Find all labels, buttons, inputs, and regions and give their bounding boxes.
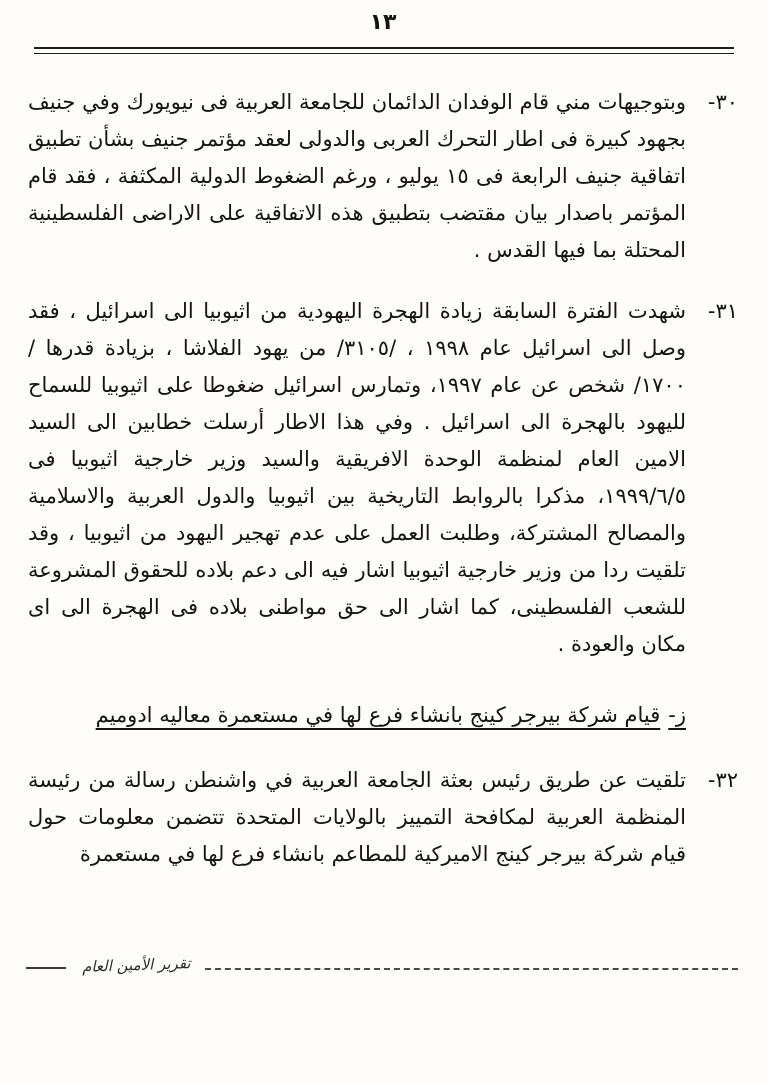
document-body (28, 84, 738, 873)
footer-dashed-rule (205, 968, 738, 970)
page-footer (26, 956, 738, 980)
paragraph-32-text: تلقيت عن طريق رئيس بعثة الجامعة العربية في واشنطن رسالة من رئيسة المنظمة العربية لمكافحة التمييز بالولايات المتحدة تتضمن معلومات حول قيام شركة بيرجر كينج الاميركية للمطاعم بانشاء فرع لها في مستعمرة (28, 768, 686, 866)
paragraph-32 (28, 762, 738, 873)
paragraph-30-marker: ٣٠- (707, 90, 738, 114)
footer-signature: تقرير الأمين العام (81, 954, 191, 976)
page-number: ١٣ (369, 10, 397, 35)
section-heading (28, 697, 686, 734)
paragraph-30 (28, 84, 738, 269)
section-heading-text: قيام شركة بيرجر كينج بانشاء فرع لها في مستعمرة معاليه ادوميم (95, 703, 661, 727)
header-double-rule (34, 47, 734, 54)
footer-short-rule (26, 967, 66, 969)
paragraph-31 (28, 293, 738, 663)
paragraph-30-text: وبتوجيهات مني قام الوفدان الدائمان للجامعة العربية فى نيويورك وفي جنيف بجهود كبيرة فى اطار التحرك العربى والدولى لعقد مؤتمر جنيف بشأن تطبيق اتفاقية جنيف الرابعة فى ١٥ يوليو ، ورغم الضغوط الدولية المكثفة ، فقد قام المؤتمر باصدار بيان مقتضب بتطبيق هذه الاتفاقية على الاراضى الفلسطينية المحتلة بما فيها القدس . (28, 90, 686, 262)
paragraph-32-marker: ٣٢- (707, 768, 738, 792)
section-heading-marker: ز- (668, 703, 686, 727)
paragraph-31-text: شهدت الفترة السابقة زيادة الهجرة اليهودية من اثيوبيا الى اسرائيل ، فقد وصل الى اسرائيل عام ١٩٩٨ ، /٣١٠٥/ من يهود الفلاشا ، بزيادة قدرها /١٧٠٠/ شخص عن عام ١٩٩٧، وتمارس اسرائيل ضغوطا على اثيوبيا للسماح لليهود بالهجرة الى اسرائيل . وفي هذا الاطار أرسلت خطابين الى السيد الامين العام لمنظمة الوحدة الافريقية والسيد وزير خارجية اثيوبيا فى ١٩٩٩/٦/٥، مذكرا بالروابط التاريخية بين اثيوبيا والدول العربية والاسلامية والمصالح المشتركة، وطلبت العمل على عدم تهجير اليهود من اثيوبيا ، وقد تلقيت ردا من وزير خارجية اثيوبيا اشار فيه الى دعم بلاده للحقوق المشروعة للشعب الفلسطينى، كما اشار الى حق مواطنى بلاده فى الهجرة الى اى مكان والعودة . (28, 299, 686, 656)
paragraph-31-marker: ٣١- (707, 299, 738, 323)
